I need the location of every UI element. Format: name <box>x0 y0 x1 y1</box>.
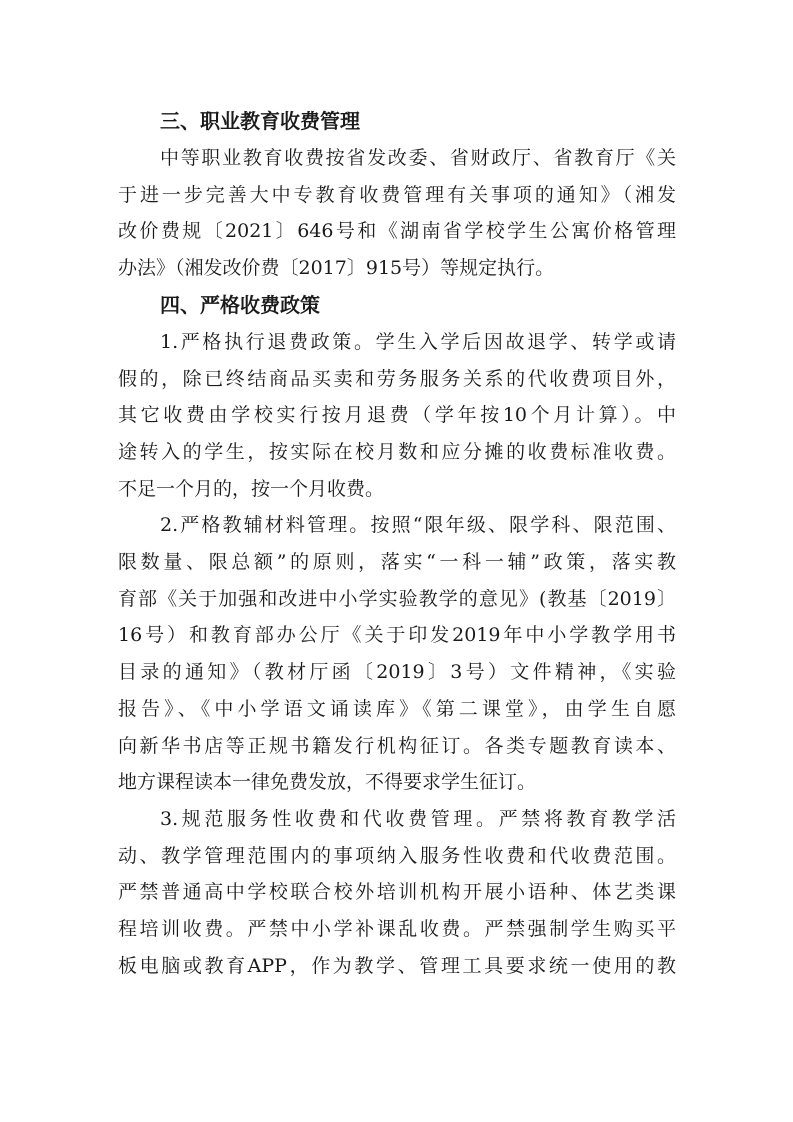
section-heading-strict-fee-policy: 四、严格收费政策 <box>160 292 320 317</box>
text-line: 限数量、限总额”的原则，落实“一科一辅”政策，落实教 <box>118 551 676 574</box>
text-line: 育部《关于加强和改进中小学实验教学的意见》(教基〔2019〕 <box>118 587 676 610</box>
paragraph-service-fees <box>118 801 676 985</box>
text-line: 地方课程读本一律免费发放，不得要求学生征订。 <box>118 771 537 794</box>
text-line: 报告》、《中小学语文诵读库》《第二课堂》，由学生自愿 <box>118 697 676 720</box>
section-heading-vocational-fees: 三、职业教育收费管理 <box>160 109 360 133</box>
text-line: 不足一个月的，按一个月收费。 <box>118 477 385 500</box>
text-line: 1.严格执行退费政策。学生入学后因故退学、转学或请 <box>160 330 676 353</box>
text-line: 目录的通知》（教材厅函〔2019〕3号）文件精神，《实验 <box>118 661 676 684</box>
text-line: 其它收费由学校实行按月退费（学年按10个月计算）。中 <box>118 404 676 427</box>
text-line: 16号）和教育部办公厅《关于印发2019年中小学教学用书 <box>118 624 676 647</box>
text-line: 改价费规〔2021〕646号和《湖南省学校学生公寓价格管理 <box>118 220 676 243</box>
text-line: 途转入的学生，按实际在校月数和应分摊的收费标准收费。 <box>118 440 676 463</box>
paragraph-vocational-fees <box>118 140 676 287</box>
paragraph-teaching-materials <box>118 507 676 801</box>
text-line: 2.严格教辅材料管理。按照“限年级、限学科、限范围、 <box>160 514 676 537</box>
text-line: 程培训收费。严禁中小学补课乱收费。严禁强制学生购买平 <box>118 918 676 941</box>
text-line: 板电脑或教育APP，作为教学、管理工具要求统一使用的教 <box>118 954 676 977</box>
text-line: 动、教学管理范围内的事项纳入服务性收费和代收费范围。 <box>118 844 676 867</box>
text-line: 严禁普通高中学校联合校外培训机构开展小语种、体艺类课 <box>118 881 676 904</box>
document-page <box>118 103 676 984</box>
text-line: 办法》（湘发改价费〔2017〕915号）等规定执行。 <box>118 257 555 280</box>
text-line: 假的，除已终结商品买卖和劳务服务关系的代收费项目外， <box>118 367 676 390</box>
text-line: 于进一步完善大中专教育收费管理有关事项的通知》（湘发 <box>118 183 676 206</box>
paragraph-refund-policy <box>118 324 676 508</box>
text-line: 3.规范服务性收费和代收费管理。严禁将教育教学活 <box>160 807 676 830</box>
text-line: 向新华书店等正规书籍发行机构征订。各类专题教育读本、 <box>118 734 676 757</box>
text-line: 中等职业教育收费按省发改委、省财政厅、省教育厅《关 <box>160 147 676 169</box>
